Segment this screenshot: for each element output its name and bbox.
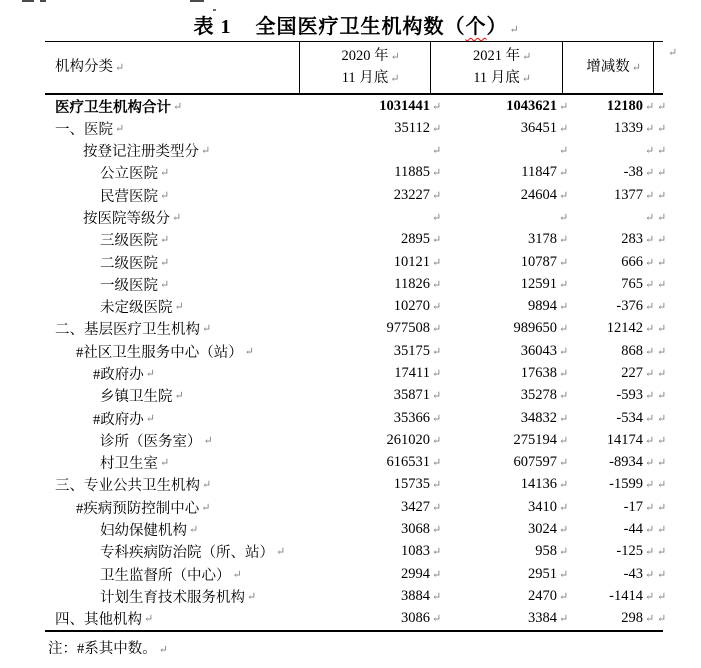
row-label-cell: 二、基层医疗卫生机构 ↵ [45, 318, 299, 339]
row-label: 三、专业公共卫生机构 [55, 478, 200, 495]
value-2021-cell: 3410 ↵ [528, 498, 569, 515]
row-label-cell: 三、专业公共卫生机构 ↵ [45, 474, 299, 495]
header-category-cell [45, 42, 299, 93]
cell-value: 9894 [528, 298, 557, 315]
row-label: 民营医院 [100, 188, 158, 205]
row-end-cell: ↵ [657, 568, 667, 581]
cell-value: 2994 [401, 565, 430, 582]
cell-value: 1339 [614, 119, 643, 136]
table-header-row: 机构分类 ↵ 2020 年 ↵ 11 月底 ↵ 2021 年 ↵ 11 月底 ↵ 增减数 ↵ ↵ [45, 42, 663, 95]
header-2020-cell [299, 42, 430, 93]
table-row [45, 206, 667, 228]
row-label-cell: 按医院等级分 ↵ [45, 207, 299, 228]
value-2021-cell: 10787 ↵ [520, 253, 569, 270]
value-2021-cell: 11847 ↵ [521, 164, 569, 181]
row-label-cell: 一、医院 ↵ [45, 118, 299, 139]
row-label: 公立医院 [100, 166, 158, 183]
value-2020-cell: 2994 ↵ [401, 565, 442, 582]
row-label-cell: #疾病预防控制中心 ↵ [45, 497, 299, 518]
change-value-cell: 1377 ↵ [614, 186, 655, 203]
cell-value: 616531 [386, 454, 430, 471]
row-label: #社区卫生服务中心（站） [76, 344, 243, 361]
cell-value: -1414 [609, 587, 643, 604]
row-label: 妇幼保健机构 [100, 522, 187, 539]
value-2021-cell: 958 ↵ [535, 543, 569, 560]
table-row [45, 452, 667, 474]
change-value-cell: -125 ↵ [616, 543, 655, 560]
value-2020-cell: 3427 ↵ [401, 498, 442, 515]
value-2021-cell: 36451 ↵ [520, 119, 569, 136]
row-label-cell: 未定级医院 ↵ [45, 296, 299, 317]
row-end-cell: ↵ [657, 167, 667, 180]
table-row [45, 273, 667, 295]
table-row [45, 407, 667, 429]
row-end-cell: ↵ [657, 613, 667, 626]
change-value-cell: -43 ↵ [623, 565, 655, 582]
value-2020-cell: 261020 ↵ [386, 431, 442, 448]
cell-value: 3024 [528, 520, 557, 537]
value-2020-cell: 10121 ↵ [393, 253, 442, 270]
value-2020-cell: 977508 ↵ [386, 320, 442, 337]
value-2021-cell: 2470 ↵ [528, 587, 569, 604]
change-value-cell: 765 ↵ [621, 275, 655, 292]
cell-value: 958 [535, 543, 557, 560]
row-label-cell: 医疗卫生机构合计 ↵ [45, 96, 299, 117]
value-2020-cell: 2895 ↵ [401, 231, 442, 248]
table-row [45, 563, 667, 585]
table-row [45, 541, 667, 563]
value-2020-cell: 35871 ↵ [393, 387, 442, 404]
value-2021-cell: 34832 ↵ [520, 409, 569, 426]
row-label-cell: 村卫生室 ↵ [45, 452, 299, 473]
value-2020-cell: 11826 ↵ [394, 275, 442, 292]
value-2021-cell: 275194 ↵ [513, 431, 569, 448]
table-row [45, 474, 667, 496]
row-label: 专科疾病防治院（所、站） [100, 545, 274, 562]
value-2020-cell: 35112 ↵ [394, 119, 442, 136]
value-2021-cell: 35278 ↵ [520, 387, 569, 404]
row-label: 二、基层医疗卫生机构 [55, 322, 200, 339]
row-label: 卫生监督所（中心） [100, 567, 231, 584]
change-value-cell: -593 ↵ [616, 387, 655, 404]
row-end-cell: ↵ [657, 412, 667, 425]
screen-artifact [190, 0, 204, 2]
cell-value: 10787 [520, 253, 557, 270]
change-value-cell: 1339 ↵ [614, 119, 655, 136]
value-2020-cell: 1031441 ↵ [379, 97, 442, 114]
value-2021-cell: ↵ [559, 145, 569, 158]
row-end-cell: ↵ [657, 278, 667, 291]
row-label-cell: #政府办 ↵ [45, 408, 299, 429]
cell-value: 275194 [513, 431, 557, 448]
row-end-cell: ↵ [657, 345, 667, 358]
change-value-cell: -376 ↵ [616, 298, 655, 315]
cell-value: 1043621 [506, 97, 557, 114]
cell-value: 977508 [386, 320, 430, 337]
cell-value: 14174 [606, 431, 643, 448]
row-label-cell: 按登记注册类型分 ↵ [45, 140, 299, 161]
change-value-cell: ↵ [645, 145, 655, 158]
value-2021-cell: 12591 ↵ [520, 275, 569, 292]
cell-value: 298 [621, 610, 643, 627]
value-2021-cell: 17638 ↵ [520, 365, 569, 382]
paren-open: （ [444, 16, 466, 38]
header-category-label: 机构分类 ↵ [55, 58, 125, 75]
row-label-cell: #政府办 ↵ [45, 363, 299, 384]
change-value-cell: 14174 ↵ [606, 431, 655, 448]
header-end-cell [653, 42, 663, 93]
value-2020-cell: 35175 ↵ [393, 342, 442, 359]
value-2021-cell: 2951 ↵ [528, 565, 569, 582]
row-label: #政府办 [93, 411, 144, 428]
value-2020-cell: 15735 ↵ [393, 476, 442, 493]
cell-value: 2470 [528, 587, 557, 604]
row-label-cell: #社区卫生服务中心（站） ↵ [45, 341, 299, 362]
row-end-cell: ↵ [657, 368, 667, 381]
row-label-cell: 诊所（医务室） ↵ [45, 430, 299, 451]
row-end-cell: ↵ [657, 479, 667, 492]
cell-value: 989650 [513, 320, 557, 337]
row-end-cell: ↵ [657, 145, 667, 158]
cell-value: 3178 [528, 231, 557, 248]
cell-value: -17 [623, 498, 643, 515]
cell-value: 24604 [520, 186, 557, 203]
change-value-cell: ↵ [645, 212, 655, 225]
cell-value: -44 [623, 520, 643, 537]
change-value-cell: 666 ↵ [621, 253, 655, 270]
row-label: 医疗卫生机构合计 [55, 99, 171, 116]
row-label: 二级医院 [100, 255, 158, 272]
cell-value: 3410 [528, 498, 557, 515]
row-end-cell: ↵ [657, 390, 667, 403]
value-2020-cell: 10270 ↵ [393, 298, 442, 315]
row-label-cell: 公立医院 ↵ [45, 162, 299, 183]
value-2021-cell: 607597 ↵ [513, 454, 569, 471]
cell-value: 36043 [520, 342, 557, 359]
value-2021-cell: 3178 ↵ [528, 231, 569, 248]
cell-value: 12591 [520, 275, 557, 292]
cell-value: -376 [616, 298, 643, 315]
value-2021-cell: 36043 ↵ [520, 342, 569, 359]
row-label: 乡镇卫生院 [100, 389, 173, 406]
cell-value: 35112 [394, 119, 430, 136]
cell-value: 35871 [393, 387, 430, 404]
row-label: 按登记注册类型分 [83, 144, 199, 161]
table-row [45, 362, 667, 384]
cell-value: 1377 [614, 186, 643, 203]
cell-value: 3384 [528, 610, 557, 627]
row-label: 诊所（医务室） [100, 433, 202, 450]
paren-close: ） [486, 16, 508, 38]
row-end-cell: ↵ [657, 457, 667, 470]
change-value-cell: -44 ↵ [623, 520, 655, 537]
header-change-cell [562, 42, 653, 93]
row-end-cell: ↵ [657, 100, 667, 113]
cell-value: 34832 [520, 409, 557, 426]
value-2020-cell: 3086 ↵ [401, 610, 442, 627]
cell-value: 2895 [401, 231, 430, 248]
value-2021-cell: 14136 ↵ [520, 476, 569, 493]
row-end-cell: ↵ [657, 323, 667, 336]
cell-value: -1599 [609, 476, 643, 493]
table-name: 全国医疗卫生机构数 [255, 16, 445, 38]
value-2020-cell: 3884 ↵ [401, 587, 442, 604]
cell-value: 15735 [393, 476, 430, 493]
change-value-cell: -17 ↵ [623, 498, 655, 515]
cell-value: 261020 [386, 431, 430, 448]
row-label: 计划生育技术服务机构 [100, 589, 245, 606]
table-row [45, 385, 667, 407]
value-2020-cell: ↵ [432, 212, 442, 225]
table-row [45, 607, 667, 629]
table-row [45, 251, 667, 273]
cell-value: 23227 [393, 186, 430, 203]
row-label: #政府办 [93, 367, 144, 384]
cell-value: 10121 [393, 253, 430, 270]
row-label: 按医院等级分 [83, 211, 170, 228]
cell-value: 35278 [520, 387, 557, 404]
row-end-cell: ↵ [657, 212, 667, 225]
change-value-cell: 283 ↵ [621, 231, 655, 248]
row-label-cell: 计划生育技术服务机构 ↵ [45, 586, 299, 607]
cell-value: 607597 [513, 454, 557, 471]
header-2021-line2: 11 月底 ↵ [473, 69, 532, 86]
value-2021-cell: 9894 ↵ [528, 298, 569, 315]
value-2020-cell: 3068 ↵ [401, 520, 442, 537]
row-end-cell: ↵ [657, 234, 667, 247]
change-value-cell: -534 ↵ [616, 409, 655, 426]
change-value-cell: -1599 ↵ [609, 476, 655, 493]
screen-artifact [22, 0, 34, 2]
table-row [45, 184, 667, 206]
cell-value: 3068 [401, 520, 430, 537]
screen-artifact [40, 0, 46, 2]
table-row [45, 95, 667, 117]
row-label-cell: 专科疾病防治院（所、站） ↵ [45, 541, 299, 562]
row-label-cell: 一级医院 ↵ [45, 274, 299, 295]
row-label: 村卫生室 [100, 456, 158, 473]
value-2020-cell: 1083 ↵ [401, 543, 442, 560]
cell-value: 2951 [528, 565, 557, 582]
table-row [45, 340, 667, 362]
header-2021-cell [430, 42, 562, 93]
value-2021-cell: 3024 ↵ [528, 520, 569, 537]
cell-value: 868 [621, 342, 643, 359]
table-row [45, 496, 667, 518]
cell-value: 11885 [394, 164, 430, 181]
cell-value: -43 [623, 565, 643, 582]
row-label: #疾病预防控制中心 [76, 500, 200, 517]
value-2021-cell: ↵ [559, 212, 569, 225]
cell-value: 3884 [401, 587, 430, 604]
statistics-table [45, 41, 678, 632]
cell-value: 11826 [394, 275, 430, 292]
footnote: 注：#系其中数。 ↵ [48, 641, 168, 657]
change-value-cell: 12180 ↵ [606, 97, 655, 114]
value-2021-cell: 989650 ↵ [513, 320, 569, 337]
table-row [45, 229, 667, 251]
cell-value: 17411 [394, 365, 430, 382]
cell-value: -125 [616, 543, 643, 560]
change-value-cell: 868 ↵ [621, 342, 655, 359]
row-end-cell: ↵ [657, 122, 667, 135]
cell-value: -38 [623, 164, 643, 181]
row-label: 三级医院 [100, 233, 158, 250]
row-label: 未定级医院 [100, 300, 173, 317]
cell-value: 283 [621, 231, 643, 248]
row-end-cell: ↵ [657, 590, 667, 603]
cell-value: -593 [616, 387, 643, 404]
row-end-cell: ↵ [657, 523, 667, 536]
cell-value: 227 [621, 365, 643, 382]
row-end-cell: ↵ [657, 189, 667, 202]
row-end-cell: ↵ [657, 256, 667, 269]
cell-value: 35366 [393, 409, 430, 426]
table-row [45, 140, 667, 162]
cell-value: 765 [621, 275, 643, 292]
cell-value: 17638 [520, 365, 557, 382]
cell-value: 3427 [401, 498, 430, 515]
table-row [45, 296, 667, 318]
cell-value: 12142 [606, 320, 643, 337]
header-2021-line1: 2021 年 ↵ [472, 47, 532, 64]
row-label-cell: 乡镇卫生院 ↵ [45, 385, 299, 406]
value-2020-cell: 616531 ↵ [386, 454, 442, 471]
cell-value: 3086 [401, 610, 430, 627]
row-end-cell: ↵ [657, 434, 667, 447]
row-label: 一、医院 [55, 121, 113, 138]
row-end-cell: ↵ [657, 546, 667, 559]
table-row [45, 162, 667, 184]
cell-value: 36451 [520, 119, 557, 136]
cell-value: 10270 [393, 298, 430, 315]
change-value-cell: -38 ↵ [623, 164, 655, 181]
cell-value: 11847 [521, 164, 557, 181]
row-label-cell: 二级医院 ↵ [45, 252, 299, 273]
value-2020-cell: 23227 ↵ [393, 186, 442, 203]
value-2021-cell: 3384 ↵ [528, 610, 569, 627]
change-value-cell: 227 ↵ [621, 365, 655, 382]
value-2020-cell: 11885 ↵ [394, 164, 442, 181]
table-row [45, 518, 667, 540]
cell-value: 666 [621, 253, 643, 270]
change-value-cell: -8934 ↵ [609, 454, 655, 471]
change-value-cell: 12142 ↵ [606, 320, 655, 337]
cell-value: -8934 [609, 454, 643, 471]
table-row [45, 429, 667, 451]
cell-value: 12180 [606, 97, 643, 114]
value-2020-cell: ↵ [432, 145, 442, 158]
change-value-cell: 298 ↵ [621, 610, 655, 627]
row-label-cell: 三级医院 ↵ [45, 229, 299, 250]
row-label-cell: 民营医院 ↵ [45, 185, 299, 206]
table-row [45, 585, 667, 607]
unit-word-spellcheck: 个 [465, 16, 487, 38]
value-2020-cell: 17411 ↵ [394, 365, 442, 382]
cell-value: 14136 [520, 476, 557, 493]
header-2020-line2: 11 月底 ↵ [341, 69, 400, 86]
change-value-cell: -1414 ↵ [609, 587, 655, 604]
cell-value: 1083 [401, 543, 430, 560]
table-body [45, 95, 667, 630]
cell-value: 35175 [393, 342, 430, 359]
row-label-cell: 卫生监督所（中心） ↵ [45, 564, 299, 585]
table-title: 表 1 全国医疗卫生机构数（个） ↵ [193, 16, 520, 38]
row-end-cell: ↵ [657, 301, 667, 314]
row-end-cell: ↵ [657, 501, 667, 514]
table-number: 表 1 [193, 16, 232, 38]
cell-value: 1031441 [379, 97, 430, 114]
row-label: 四、其他机构 [55, 612, 142, 629]
header-2020-line1: 2020 年 ↵ [341, 47, 400, 64]
row-label-cell: 四、其他机构 ↵ [45, 608, 299, 629]
cell-value: -534 [616, 409, 643, 426]
value-2021-cell: 24604 ↵ [520, 186, 569, 203]
row-label: 一级医院 [100, 277, 158, 294]
header-change-label: 增减数 ↵ [586, 58, 641, 75]
value-2020-cell: 35366 ↵ [393, 409, 442, 426]
table-row [45, 117, 667, 139]
value-2021-cell: 1043621 ↵ [506, 97, 569, 114]
table-row [45, 318, 667, 340]
row-label-cell: 妇幼保健机构 ↵ [45, 519, 299, 540]
